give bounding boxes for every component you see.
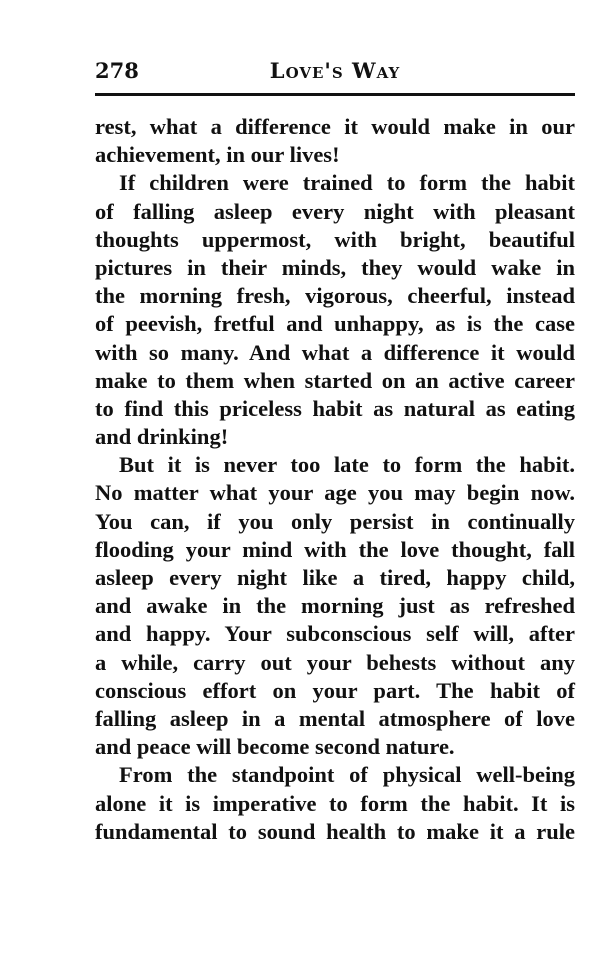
text-line: with so many. And what a difference it would xyxy=(95,339,575,365)
text-line: the morning fresh, vigorous, cheerful, instead xyxy=(95,283,575,309)
text-line: rest, what a difference it would make in our xyxy=(95,114,575,139)
text-line: falling asleep in a mental atmosphere of love xyxy=(95,705,575,731)
text-line: No matter what your age you may begin now. xyxy=(95,480,575,506)
text-line: and drinking! xyxy=(95,424,229,450)
header-rule xyxy=(95,93,575,96)
text-line: If children were trained to form the habit xyxy=(119,170,575,196)
text-line: But it is never too late to form the habit. xyxy=(119,452,575,478)
running-title: Love's Way xyxy=(269,58,401,83)
running-header xyxy=(95,58,575,88)
text-line: make to them when started on an active career xyxy=(95,367,575,393)
page-number: 278 xyxy=(95,58,139,83)
text-line: asleep every night like a tired, happy child, xyxy=(95,565,575,590)
body-text xyxy=(95,113,575,846)
text-line: achievement, in our lives! xyxy=(95,142,340,168)
text-line: conscious effort on your part. The habit of xyxy=(95,677,575,703)
text-line: a while, carry out your behests without any xyxy=(95,649,575,675)
text-line: thoughts uppermost, with bright, beautiful xyxy=(95,226,575,252)
text-line: and happy. Your subconscious self will, after xyxy=(95,621,575,647)
text-line: and peace will become second nature. xyxy=(95,734,455,760)
text-line: alone it is imperative to form the habit. It is xyxy=(95,790,575,816)
text-line: pictures in their minds, they would wake in xyxy=(95,254,575,280)
text-line: of falling asleep every night with pleasant xyxy=(95,198,575,224)
text-line: You can, if you only persist in continually xyxy=(95,508,575,534)
text-line: and awake in the morning just as refreshed xyxy=(95,593,575,619)
text-line: to find this priceless habit as natural as eating xyxy=(95,395,575,421)
text-line: fundamental to sound health to make it a rule xyxy=(95,818,575,844)
text-line: From the standpoint of physical well-being xyxy=(119,762,575,788)
text-line: of peevish, fretful and unhappy, as is the case xyxy=(95,311,575,337)
text-line: flooding your mind with the love thought, fall xyxy=(95,536,575,562)
